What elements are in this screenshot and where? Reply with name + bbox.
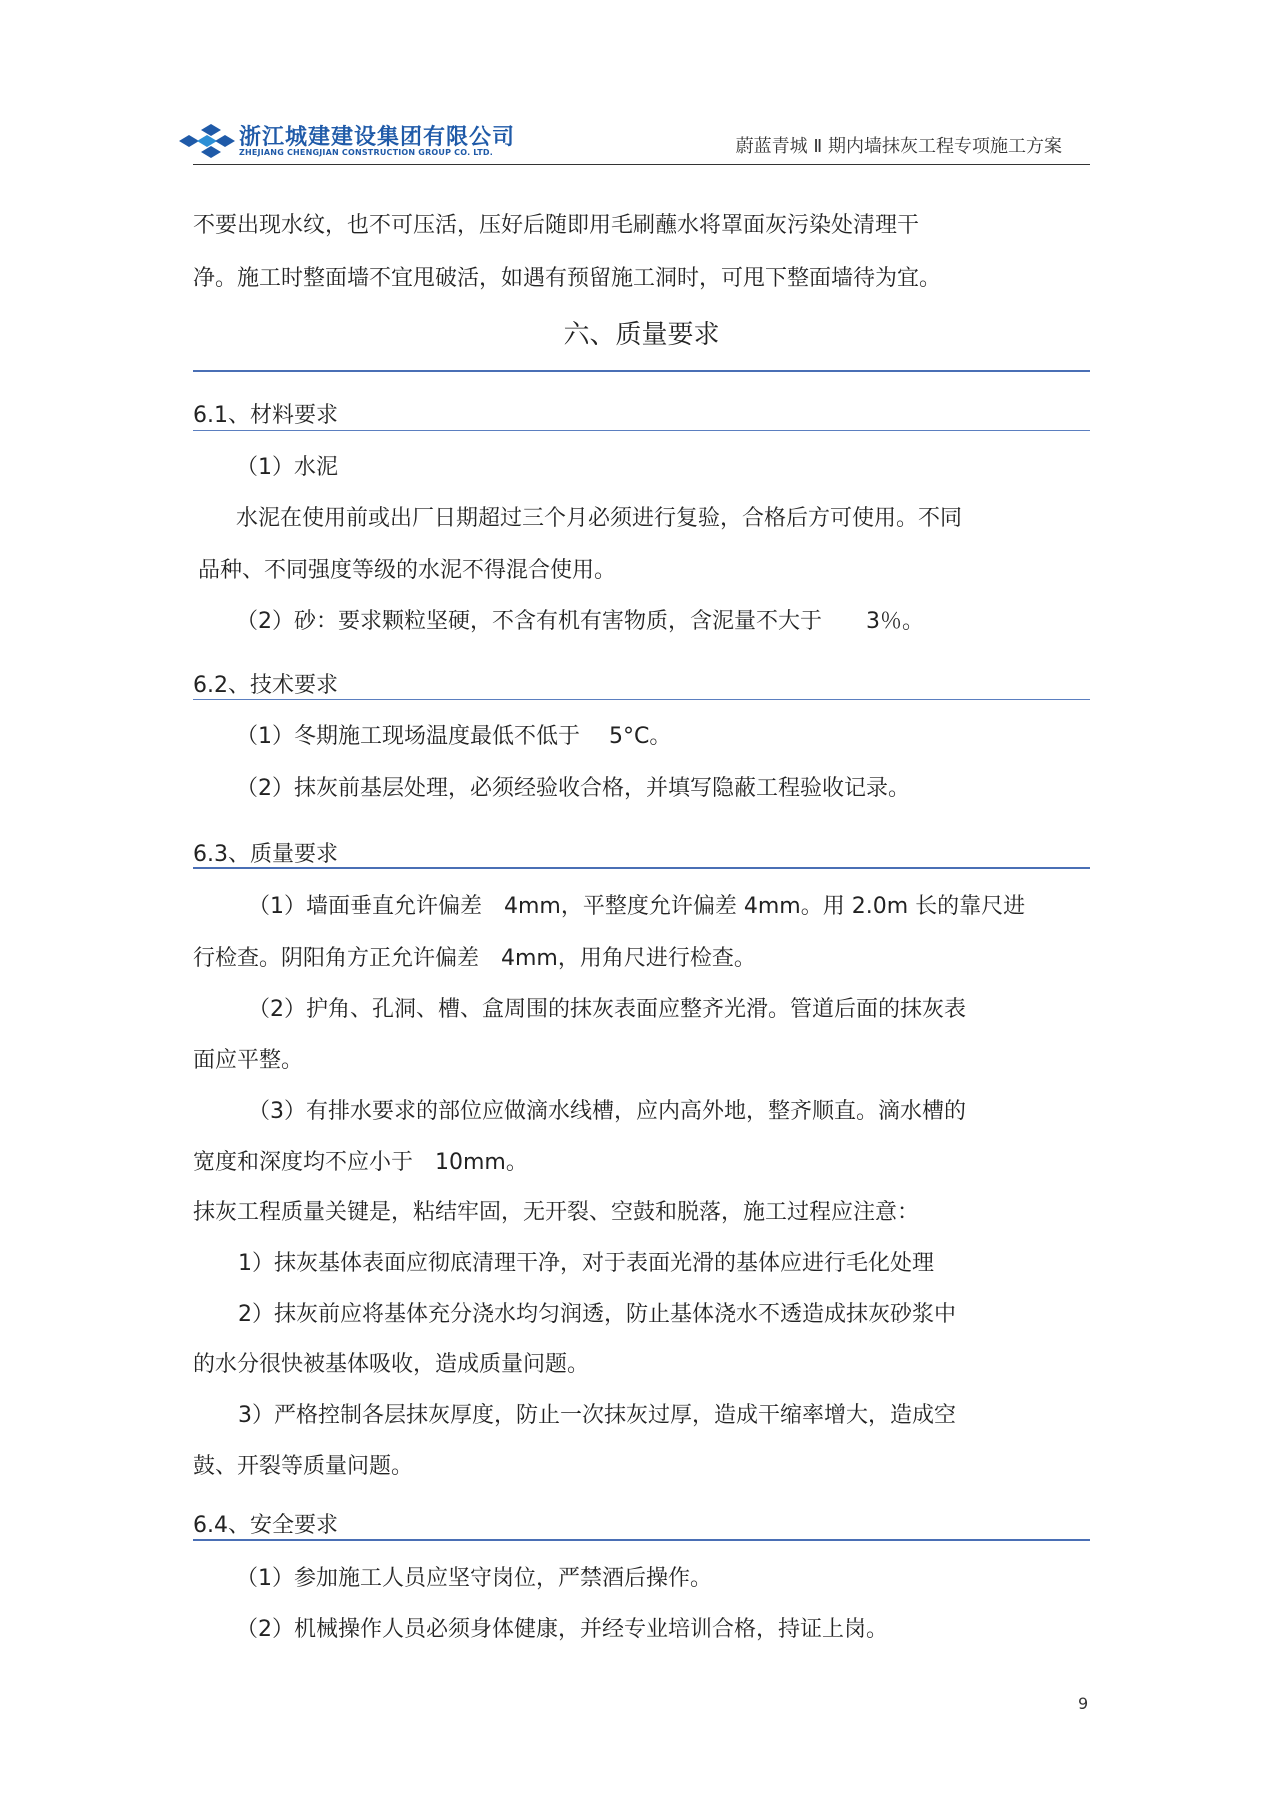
paragraph-line: 抹灰工程质量关键是，粘结牢固，无开裂、空鼓和脱落，施工过程应注意：	[193, 1200, 920, 1225]
paragraph-line: （2）机械操作人员必须身体健康，并经专业培训合格，持证上岗。	[236, 1617, 888, 1642]
paragraph-line: 不要出现水纹，也不可压活，压好后随即用毛刷蘸水将罩面灰污染处清理干	[193, 213, 920, 238]
header-rule	[193, 164, 1090, 165]
paragraph-line: 行检查。阴阳角方正允许偏差 4mm，用角尺进行检查。	[193, 946, 756, 971]
section-title-rule	[193, 370, 1090, 372]
subsection-rule	[193, 699, 1090, 700]
section-title: 六、质量要求	[563, 320, 720, 350]
subsection-rule	[193, 1539, 1090, 1541]
company-name-en: ZHEJIANG CHENGJIAN CONSTRUCTION GROUP CO. LTD.	[239, 148, 494, 157]
project-title: 蔚蓝青城 Ⅱ 期内墙抹灰工程专项施工方案	[735, 136, 1062, 157]
company-logo-icon	[177, 122, 235, 160]
paragraph-line: （1）冬期施工现场温度最低不低于 5°C。	[236, 724, 672, 749]
subsection-rule	[193, 867, 1090, 869]
paragraph-line: 宽度和深度均不应小于 10mm。	[193, 1150, 528, 1175]
subsection-heading-6-2: 6.2、技术要求	[193, 673, 338, 698]
paragraph-line: 鼓、开裂等质量问题。	[193, 1454, 414, 1479]
paragraph-line: 2）抹灰前应将基体充分浇水均匀润透，防止基体浇水不透造成抹灰砂浆中	[238, 1302, 956, 1327]
paragraph-line: （2）护角、孔洞、槽、盒周围的抹灰表面应整齐光滑。管道后面的抹灰表	[248, 997, 966, 1022]
paragraph-line: （1）参加施工人员应坚守岗位，严禁酒后操作。	[236, 1566, 712, 1591]
paragraph-line: 水泥在使用前或出厂日期超过三个月必须进行复验，合格后方可使用。不同	[236, 506, 963, 531]
paragraph-line: （1）水泥	[236, 455, 338, 480]
subsection-heading-6-3: 6.3、质量要求	[193, 842, 338, 867]
paragraph-line: 品种、不同强度等级的水泥不得混合使用。	[198, 558, 617, 583]
paragraph-line: 面应平整。	[193, 1048, 304, 1073]
page-number: 9	[1078, 1694, 1089, 1713]
paragraph-line: 的水分很快被基体吸收，造成质量问题。	[193, 1352, 590, 1377]
subsection-heading-6-1: 6.1、材料要求	[193, 403, 338, 428]
page-header	[193, 118, 1090, 168]
paragraph-line: 1）抹灰基体表面应彻底清理干净，对于表面光滑的基体应进行毛化处理	[238, 1251, 934, 1276]
paragraph-line: （3）有排水要求的部位应做滴水线槽，应内高外地，整齐顺直。滴水槽的	[248, 1099, 966, 1124]
paragraph-line: （2）砂：要求颗粒坚硬，不含有机有害物质，含泥量不大于 3％。	[236, 609, 924, 634]
subsection-heading-6-4: 6.4、安全要求	[193, 1513, 338, 1538]
company-name-cn: 浙江城建建设集团有限公司	[239, 125, 516, 150]
paragraph-line: （2）抹灰前基层处理，必须经验收合格，并填写隐蔽工程验收记录。	[236, 776, 910, 801]
paragraph-line: 3）严格控制各层抹灰厚度，防止一次抹灰过厚，造成干缩率增大，造成空	[238, 1403, 956, 1428]
paragraph-line: （1）墙面垂直允许偏差 4mm，平整度允许偏差 4mm。用 2.0m 长的靠尺进	[248, 894, 1026, 919]
paragraph-line: 净。施工时整面墙不宜甩破活，如遇有预留施工洞时，可甩下整面墙待为宜。	[193, 266, 942, 291]
subsection-rule	[193, 430, 1090, 431]
